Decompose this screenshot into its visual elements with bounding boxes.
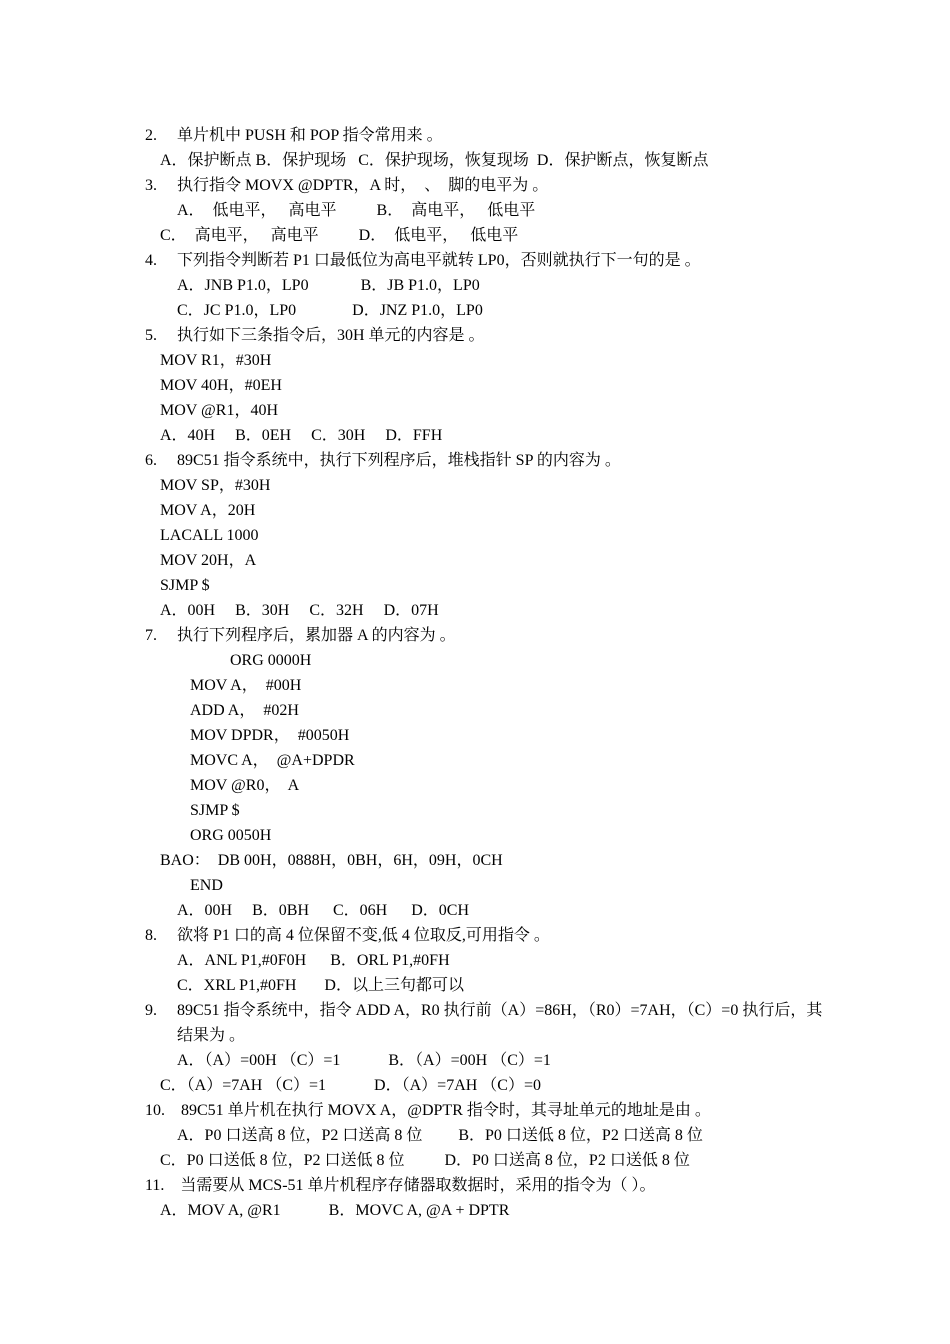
question-3-options-ab: A． 低电平， 高电平 B． 高电平， 低电平 <box>177 202 536 219</box>
code-line: ADD A， #02H <box>190 702 299 719</box>
question-10-options-ab: A．P0 口送高 8 位，P2 口送高 8 位 B．P0 口送低 8 位，P2 口送高 8 位 <box>177 1127 703 1144</box>
question-4-stem: 4. 下列指令判断若 P1 口最低位为高电平就转 LP0，否则就执行下一句的是 。 <box>145 252 701 269</box>
question-5-stem: 5. 执行如下三条指令后，30H 单元的内容是 。 <box>145 327 485 344</box>
question-11-options-ab: A．MOV A, @R1 B．MOVC A, @A + DPTR <box>160 1202 510 1219</box>
question-10-stem: 10. 89C51 单片机在执行 MOVX A，@DPTR 指令时，其寻址单元的地址是由 。 <box>145 1102 711 1119</box>
code-line: MOV R1，#30H <box>160 352 272 369</box>
code-line: LACALL 1000 <box>160 527 259 544</box>
code-line: END <box>190 877 223 894</box>
code-line: MOV A，20H <box>160 502 256 519</box>
code-line: ORG 0050H <box>190 827 272 844</box>
question-2-stem: 2. 单片机中 PUSH 和 POP 指令常用来 。 <box>145 127 443 144</box>
question-7-options: A．00H B．0BH C．06H D．0CH <box>177 902 470 919</box>
code-line: MOV SP，#30H <box>160 477 271 494</box>
question-7-stem: 7. 执行下列程序后，累加器 A 的内容为 。 <box>145 627 456 644</box>
question-8-options-cd: C．XRL P1,#0FH D．以上三句都可以 <box>177 977 464 994</box>
question-9-options-ab: A．（A）=00H （C）=1 B．（A）=00H （C）=1 <box>177 1052 551 1069</box>
code-line: MOV A， #00H <box>190 677 302 694</box>
question-10-options-cd: C．P0 口送低 8 位，P2 口送低 8 位 D．P0 口送高 8 位，P2 口送低 8 位 <box>160 1152 690 1169</box>
question-6-stem: 6. 89C51 指令系统中，执行下列程序后，堆栈指针 SP 的内容为 。 <box>145 452 621 469</box>
code-line: SJMP $ <box>190 802 240 819</box>
code-line: MOVC A， @A+DPDR <box>190 752 355 769</box>
question-5-options: A．40H B．0EH C．30H D．FFH <box>160 427 443 444</box>
code-line: SJMP $ <box>160 577 210 594</box>
question-4-options-cd: C．JC P1.0，LP0 D．JNZ P1.0，LP0 <box>177 302 483 319</box>
code-line: MOV 20H，A <box>160 552 257 569</box>
question-6-options: A．00H B．30H C．32H D．07H <box>160 602 439 619</box>
code-line: MOV DPDR， #0050H <box>190 727 350 744</box>
question-9-options-cd: C．（A）=7AH （C）=1 D．（A）=7AH （C）=0 <box>160 1077 541 1094</box>
code-line: MOV @R1，40H <box>160 402 279 419</box>
question-3-stem: 3. 执行指令 MOVX @DPTR，A 时， 、 脚的电平为 。 <box>145 177 549 194</box>
question-8-stem: 8. 欲将 P1 口的高 4 位保留不变,低 4 位取反,可用指令 。 <box>145 927 550 944</box>
question-9-stem: 9. 89C51 指令系统中，指令 ADD A，R0 执行前（A）=86H，（R0）=7AH，（C）=0 执行后，其 <box>145 1002 823 1019</box>
question-4-options-ab: A．JNB P1.0，LP0 B．JB P1.0，LP0 <box>177 277 480 294</box>
question-11-stem: 11. 当需要从 MCS-51 单片机程序存储器取数据时，采用的指令为（ ）。 <box>145 1177 656 1194</box>
question-9-stem-cont: 结果为 。 <box>177 1027 246 1044</box>
question-2-options: A．保护断点 B．保护现场 C．保护现场，恢复现场 D．保护断点，恢复断点 <box>160 152 709 169</box>
question-3-options-cd: C． 高电平， 高电平 D． 低电平， 低电平 <box>160 227 519 244</box>
code-line: ORG 0000H <box>230 652 312 669</box>
code-line: BAO： DB 00H，0888H，0BH，6H，09H，0CH <box>160 852 503 869</box>
code-line: MOV @R0， A <box>190 777 300 794</box>
question-8-options-ab: A．ANL P1,#0F0H B．ORL P1,#0FH <box>177 952 450 969</box>
code-line: MOV 40H，#0EH <box>160 377 282 394</box>
